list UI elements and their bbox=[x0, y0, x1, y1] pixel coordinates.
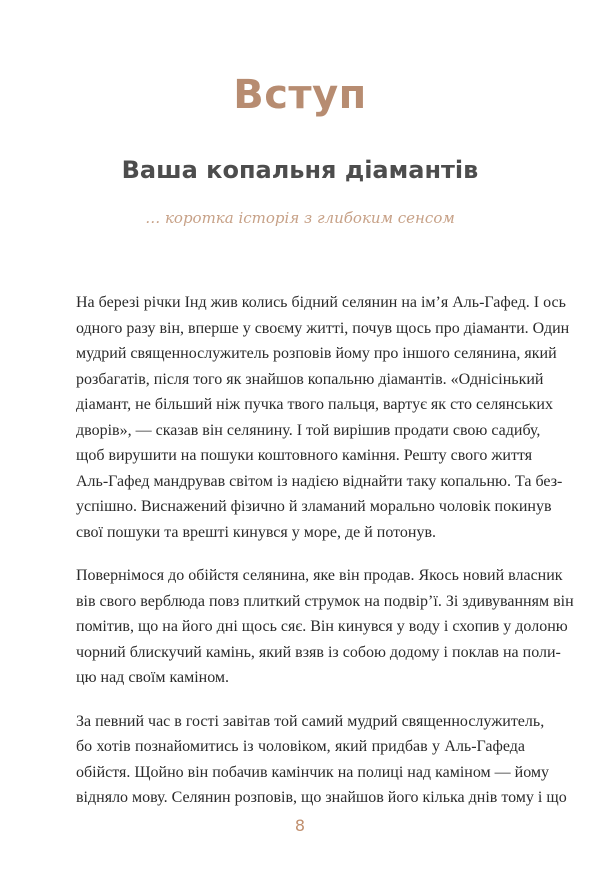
text-line: свої пошуки та врешті кинувся у море, де й потонув. bbox=[76, 523, 437, 541]
page-number: 8 bbox=[294, 816, 306, 835]
text-line: щоб вирушити на пошуки коштовного каміння. Решту свого життя bbox=[76, 447, 533, 464]
chapter-title: Вступ bbox=[233, 72, 367, 118]
text-line: За певний час в гості завітав той самий мудрий священнослужитель, bbox=[76, 712, 545, 730]
text-line: бо хотів познайомитись із чоловіком, який придбав у Аль-Гафеда bbox=[76, 738, 525, 755]
paragraph bbox=[76, 709, 567, 811]
text-line: Аль-Гафед мандрував світом із надією віднайти таку копальню. Та без- bbox=[76, 472, 563, 490]
text-line: На березі річки Інд жив колись бідний селянин на ім’я Аль-Гафед. І ось bbox=[76, 294, 566, 311]
text-line: вів свого верблюда повз плиткий струмок на подвір’ї. Зі здивуванням він bbox=[76, 592, 574, 610]
text-line: цю над своїм каміном. bbox=[76, 669, 230, 686]
section-title: Ваша копальня діамантів bbox=[121, 156, 479, 184]
text-line: мудрий священнослужитель розповів йому про іншого селянина, який bbox=[76, 345, 557, 362]
body-text bbox=[76, 290, 574, 829]
paragraph bbox=[76, 563, 574, 691]
text-line: чорний блискучий камінь, який взяв із собою додому і поклав на поли- bbox=[76, 643, 561, 661]
text-line: дворів», — сказав він селянину. І той вирішив продати свою садибу, bbox=[76, 421, 541, 439]
text-line: Повернімося до обійстя селянина, яке він продав. Якось новий власник bbox=[76, 567, 563, 584]
text-line: розбагатів, після того як знайшов копальню діамантів. «Однісінький bbox=[76, 370, 544, 388]
text-line: відняло мову. Селянин розповів, що знайшов його кілька днів тому і що bbox=[76, 789, 567, 806]
tagline: … коротка історія з глибоким сенсом bbox=[145, 209, 455, 227]
text-line: діамант, не більший ніж пучка твого пальця, вартує як сто селянських bbox=[76, 396, 553, 413]
paragraph bbox=[76, 290, 570, 545]
text-line: одного разу він, вперше у своєму житті, почув щось про діаманти. Один bbox=[76, 319, 570, 337]
text-line: обійстя. Щойно він побачив камінчик на полиці над каміном — йому bbox=[76, 763, 550, 781]
text-line: успішно. Виснажений фізично й зламаний морально чоловік покинув bbox=[76, 498, 552, 515]
text-line: помітив, що на його дні щось сяє. Він кинувся у воду і схопив у долоню bbox=[76, 618, 568, 635]
